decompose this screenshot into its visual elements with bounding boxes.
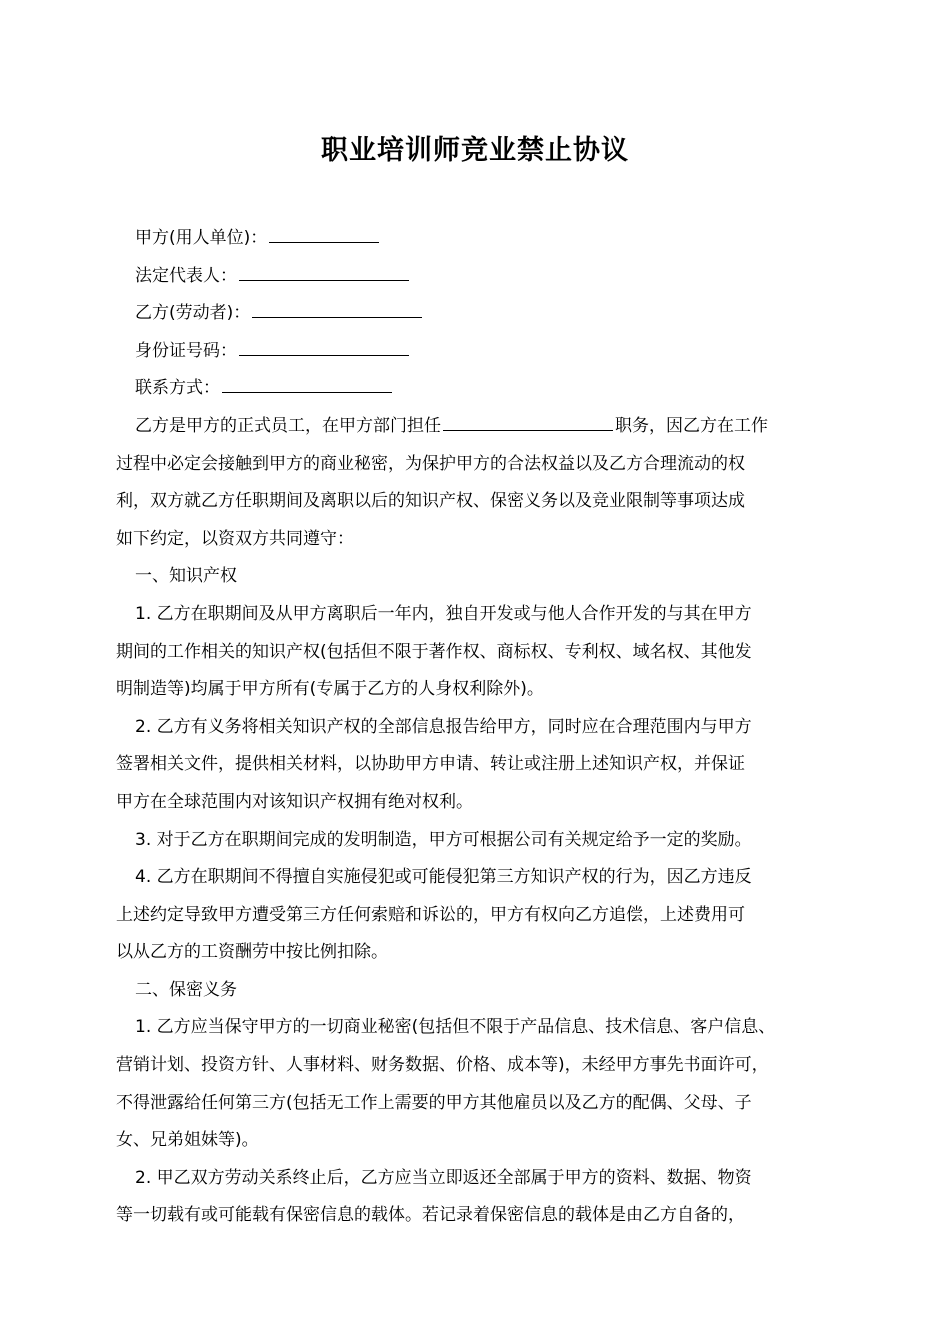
paragraph-line: 3. 对于乙方在职期间完成的发明制造，甲方可根据公司有关规定给予一定的奖励。 [135, 829, 752, 850]
paragraph-line: 不得泄露给任何第三方(包括无工作上需要的甲方其他雇员以及乙方的配偶、父母、子 [116, 1092, 752, 1113]
field-legal-rep [116, 258, 836, 296]
section-heading: 二、保密义务 [135, 979, 237, 1000]
paragraph-line: 明制造等)均属于甲方所有(专属于乙方的人身权利除外)。 [116, 679, 544, 700]
field-label: 法定代表人： [135, 265, 237, 286]
document-title: 职业培训师竞业禁止协议 [321, 135, 629, 166]
fill-blank [252, 299, 422, 318]
fill-blank [239, 262, 409, 281]
fill-blank [443, 412, 613, 431]
fill-blank [239, 337, 409, 356]
paragraph-line: 1. 乙方应当保守甲方的一切商业秘密(包括但不限于产品信息、技术信息、客户信息、 [135, 1017, 776, 1038]
intro-line: 利，双方就乙方任职期间及离职以后的知识产权、保密义务以及竞业限制等事项达成 [116, 491, 745, 512]
paragraph-line: 甲方在全球范围内对该知识产权拥有绝对权利。 [116, 791, 473, 812]
paragraph-line: 2. 乙方有义务将相关知识产权的全部信息报告给甲方，同时应在合理范围内与甲方 [135, 716, 752, 737]
section-heading: 一、知识产权 [135, 566, 237, 587]
paragraph-line: 4. 乙方在职期间不得擅自实施侵犯或可能侵犯第三方知识产权的行为，因乙方违反 [135, 867, 752, 888]
paragraph-line: 2. 甲乙双方劳动关系终止后，乙方应当立即返还全部属于甲方的资料、数据、物资 [135, 1167, 752, 1188]
paragraph-line: 签署相关文件，提供相关材料，以协助甲方申请、转让或注册上述知识产权，并保证 [116, 754, 745, 775]
field-label: 身份证号码： [135, 340, 237, 361]
field-contact [116, 370, 836, 408]
paragraph-line: 以从乙方的工资酬劳中按比例扣除。 [116, 942, 388, 963]
paragraph-line: 1. 乙方在职期间及从甲方离职后一年内，独自开发或与他人合作开发的与其在甲方 [135, 603, 752, 624]
field-id-number [116, 333, 836, 371]
intro-line: 乙方是甲方的正式员工，在甲方部门担任 职务，因乙方在工作 [116, 408, 836, 446]
document-body [116, 220, 836, 1235]
field-label: 联系方式： [135, 378, 220, 399]
intro-line: 过程中必定会接触到甲方的商业秘密，为保护甲方的合法权益以及乙方合理流动的权 [116, 453, 745, 474]
paragraph-line: 女、兄弟姐妹等)。 [116, 1130, 259, 1151]
paragraph-line: 期间的工作相关的知识产权(包括但不限于著作权、商标权、专利权、域名权、其他发 [116, 641, 752, 662]
fill-blank [269, 224, 379, 243]
paragraph-line: 等一切载有或可能载有保密信息的载体。若记录着保密信息的载体是由乙方自备的， [116, 1205, 745, 1226]
paragraph-line: 上述约定导致甲方遭受第三方任何索赔和诉讼的，甲方有权向乙方追偿，上述费用可 [116, 904, 745, 925]
intro-line: 如下约定，以资双方共同遵守： [116, 528, 354, 549]
field-label: 乙方(劳动者)： [135, 303, 251, 324]
fill-blank [222, 374, 392, 393]
paragraph-line: 营销计划、投资方针、人事材料、财务数据、价格、成本等)，未经甲方事先书面许可， [116, 1055, 769, 1076]
field-label: 甲方(用人单位)： [135, 228, 268, 248]
field-party-b [116, 295, 836, 333]
field-party-a [116, 220, 836, 258]
